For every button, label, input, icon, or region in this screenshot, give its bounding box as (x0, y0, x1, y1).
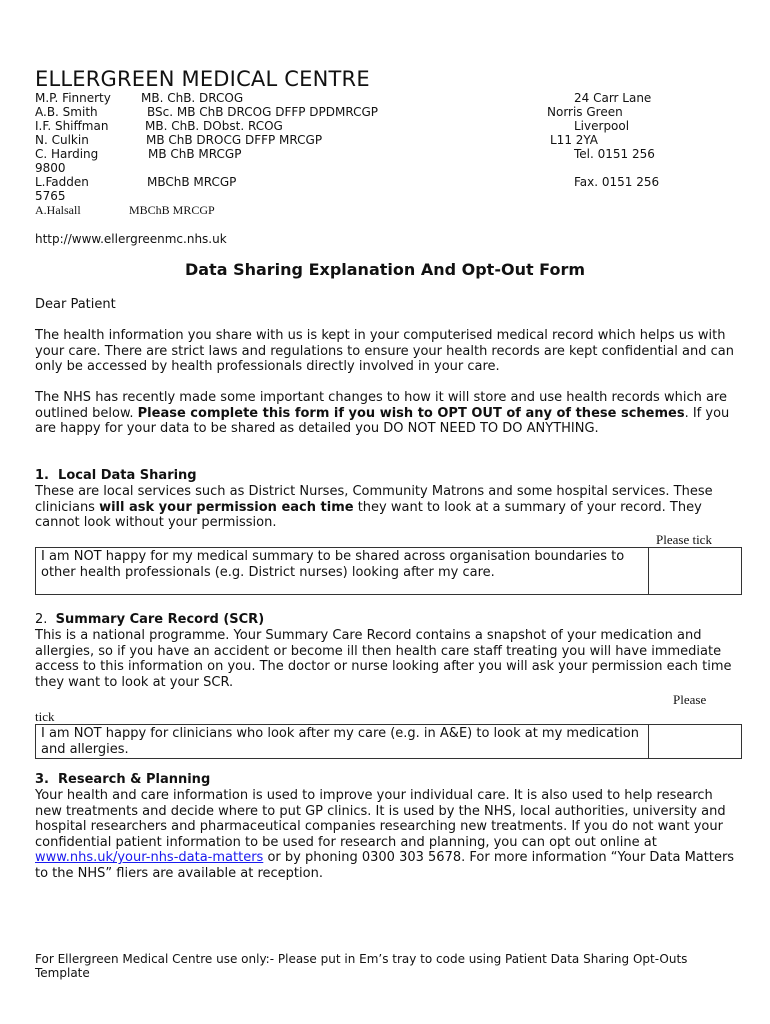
staff-quals: BSc. MB ChB DRCOG DFFP DPDMRCGP (147, 105, 379, 119)
please-label: Please (673, 692, 707, 707)
section1-title: Local Data Sharing (58, 468, 197, 483)
tick-box-1[interactable] (649, 548, 742, 595)
staff-name: I.F. Shiffman (35, 119, 109, 133)
staff-name: N. Culkin (35, 133, 89, 147)
staff-quals: MB. ChB. DObst. RCOG (145, 119, 283, 133)
nhs-text-bold: Please complete this form if you wish to OPT OUT of any of these schemes (137, 405, 685, 421)
section1-text (35, 484, 735, 531)
optout-statement-1: I am NOT happy for my medical summary to be shared across organisation boundaries to other health professionals (e.g. District nurses) looking after my care. (36, 548, 649, 595)
section3-number: 3. (35, 772, 49, 787)
website-url: http://www.ellergreenmc.nhs.uk (35, 232, 227, 246)
section3-text-1: Your health and care information is used to improve your individual care. It is also used to help research new treatments and decide where to put GP clinics. It is used by the NHS, local authorities, university and hospital researchers and pharmaceutical companies researching new treatments. If you do not want your confidential patient information to be used for research and planning, you can opt out online at (35, 788, 726, 850)
section1-text-bold: will ask your permission each time (99, 499, 354, 515)
section3-text-2: or by phoning 0300 303 5678. For more information “Your Data Matters to the NHS” fliers are available at reception. (35, 850, 735, 881)
optout-table-1 (35, 547, 742, 595)
footer-note: For Ellergreen Medical Centre use only:- Please put in Em’s tray to code using Patient Data Sharing Opt-Outs Template (35, 952, 688, 980)
staff-name: A.Halsall (35, 203, 81, 217)
section1-text-2: they want to look at a summary of your record. They cannot look without your permission. (35, 499, 702, 531)
staff-name: L.Fadden (35, 175, 89, 189)
section1-text-1: These are local services such as District Nurses, Community Matrons and some hospital services. These clinicians (35, 484, 713, 515)
staff-quals: MB. ChB. DRCOG (141, 91, 244, 105)
staff-name: C. Harding (35, 147, 99, 161)
section1-number: 1. (35, 468, 49, 483)
address-fax: Fax. 0151 256 (574, 175, 660, 189)
address-tel: Tel. 0151 256 (574, 147, 655, 161)
section3-heading (35, 772, 210, 788)
address-postcode: L11 2YA (550, 133, 599, 147)
salutation: Dear Patient (35, 297, 116, 312)
nhs-text-1: The NHS has recently made some important changes to how it will store and use health records which are outlined below. (35, 390, 727, 421)
tick-label: tick (35, 709, 55, 724)
optout-table-2 (35, 724, 742, 759)
staff-quals: MBChB MRCGP (147, 175, 237, 189)
nhs-paragraph (35, 390, 735, 437)
section3-text (35, 788, 735, 882)
staff-quals: MBChB MRCGP (129, 203, 215, 217)
practice-name: ELLERGREEN MEDICAL CENTRE (35, 67, 370, 91)
section3-title: Research & Planning (58, 772, 211, 787)
tel-wrap: 9800 (35, 161, 66, 175)
address-line: Liverpool (574, 119, 630, 133)
address-line: Norris Green (547, 105, 623, 119)
section2-heading (35, 612, 264, 628)
optout-statement-2: I am NOT happy for clinicians who look after my care (e.g. in A&E) to look at my medication and allergies. (36, 725, 649, 759)
form-title: Data Sharing Explanation And Opt-Out Form (184, 260, 586, 279)
section2-text: This is a national programme. Your Summary Care Record contains a snapshot of your medication and allergies, so if you have an accident or become ill then health care staff treating you will have immediate access to this information on you. The doctor or nurse looking after you will ask your permission each time they want to look at your SCR. (35, 628, 732, 690)
staff-quals: MB ChB DROCG DFFP MRCGP (146, 133, 323, 147)
staff-name: A.B. Smith (35, 105, 98, 119)
tick-box-2[interactable] (649, 725, 742, 759)
staff-quals: MB ChB MRCGP (148, 147, 242, 161)
intro-paragraph: The health information you share with us is kept in your computerised medical record which helps us with your care. There are strict laws and regulations to ensure your health records are kept confidential and can only be accessed by health professionals directly involved in your care. (35, 328, 734, 375)
section2-number: 2. (35, 612, 48, 627)
section1-heading (35, 468, 197, 484)
nhs-data-matters-link[interactable]: www.nhs.uk/your-nhs-data-matters (35, 850, 264, 866)
nhs-text-2: . If you are happy for your data to be shared as detailed you DO NOT NEED TO DO ANYTHING. (35, 405, 730, 437)
section2-title: Summary Care Record (SCR) (55, 612, 265, 627)
please-tick-label: Please tick (656, 532, 712, 547)
fax-wrap: 5765 (35, 189, 66, 203)
address-line: 24 Carr Lane (574, 91, 652, 105)
staff-name: M.P. Finnerty (35, 91, 111, 105)
